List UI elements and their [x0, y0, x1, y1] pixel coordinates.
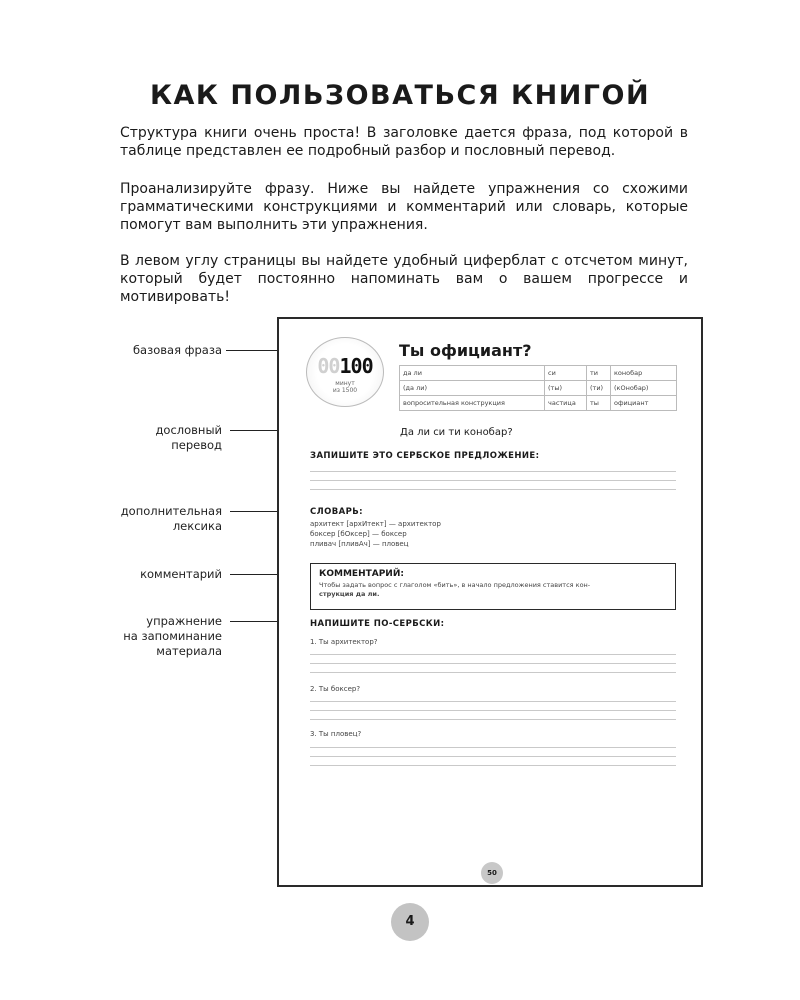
sample-page: [277, 317, 703, 887]
exercise-item: 3. Ты пловец?: [310, 730, 362, 738]
callout-literal-line-2: перевод: [171, 438, 222, 452]
callout-exercise-line-2: на запоминание: [123, 629, 222, 643]
page-title: КАК ПОЛЬЗОВАТЬСЯ КНИГОЙ: [149, 80, 651, 111]
callout-literal-line-1: дословный: [155, 423, 222, 437]
table-cell: (ты): [545, 381, 587, 396]
vocab-item: боксер [бОксер] — боксер: [310, 530, 407, 538]
exercise-lines: [310, 701, 676, 728]
callout-vocab-line-1: дополнительная: [120, 504, 222, 518]
vocab-list: [310, 519, 441, 549]
table-cell: конобар: [611, 366, 677, 381]
exercise-item: 2. Ты боксер?: [310, 685, 361, 693]
table-cell: ти: [587, 366, 611, 381]
callout-vocabulary: [121, 504, 222, 534]
table-row: [400, 381, 677, 396]
sample-phrase-title: Ты официант?: [399, 341, 532, 360]
comment-text: [319, 581, 667, 599]
table-cell: частица: [545, 396, 587, 411]
table-cell: да ли: [400, 366, 545, 381]
intro-paragraph-3: В левом углу страницы вы найдете удобный циферблат с отсчетом минут, который будет постоянно напоминать вам о вашем прогрессе и мотивировать!: [120, 253, 688, 305]
table-cell: (кОнобар): [611, 381, 677, 396]
callout-comment: комментарий: [140, 567, 222, 581]
vocab-item: архитект [архИтект] — архитектор: [310, 520, 441, 528]
comment-box: [310, 563, 676, 610]
minute-dial: [306, 337, 384, 407]
sample-transliteration: Да ли си ти конобар?: [400, 427, 513, 438]
table-cell: (да ли): [400, 381, 545, 396]
table-cell: си: [545, 366, 587, 381]
exercise-lines: [310, 654, 676, 681]
table-row: [400, 366, 677, 381]
dial-caption-line-2: из 1500: [332, 387, 358, 394]
table-cell: вопросительная конструкция: [400, 396, 545, 411]
callout-literal-translation: [155, 423, 222, 453]
comment-heading: КОММЕНТАРИЙ:: [319, 569, 404, 579]
vocab-heading: СЛОВАРЬ:: [310, 507, 363, 517]
exercise-heading: НАПИШИТЕ ПО-СЕРБСКИ:: [310, 619, 445, 629]
table-cell: официант: [611, 396, 677, 411]
callout-exercise-line-3: материала: [156, 644, 222, 658]
write-lines: [310, 471, 676, 498]
vocab-item: пливач [пливАч] — пловец: [310, 540, 409, 548]
dial-caption: [307, 380, 383, 394]
dial-caption-line-1: минут: [335, 380, 355, 387]
table-cell: ты: [587, 396, 611, 411]
comment-text-line-2: струкция да ли.: [319, 590, 380, 598]
callout-exercise-line-1: упражнение: [146, 614, 222, 628]
callout-exercise: [123, 614, 222, 659]
sample-page-number: 50: [481, 862, 503, 884]
intro-paragraph-2: Проанализируйте фразу. Ниже вы найдете упражнения со схожими грамматическими конструкциями и комментарий или словарь, которые помогут вам выполнить эти упражнения.: [120, 181, 688, 233]
comment-text-line-1: Чтобы задать вопрос с глаголом «бить», в начало предложения ставится кон-: [319, 581, 591, 589]
write-heading: ЗАПИШИТЕ ЭТО СЕРБСКОЕ ПРЕДЛОЖЕНИЕ:: [310, 451, 540, 461]
table-cell: (ти): [587, 381, 611, 396]
intro-paragraph-1: Структура книги очень проста! В заголовке дается фраза, под которой в таблице представлен ее подробный разбор и пословный перевод.: [120, 125, 688, 159]
exercise-lines: [310, 747, 676, 774]
callout-base-phrase: базовая фраза: [132, 343, 222, 357]
dial-dim-digits: 00: [317, 354, 340, 378]
exercise-item: 1. Ты архитектор?: [310, 638, 378, 646]
dial-counter: [307, 354, 383, 378]
table-row: [400, 396, 677, 411]
dial-digits: 100: [339, 354, 373, 378]
word-breakdown-table: [399, 365, 677, 411]
callout-vocab-line-2: лексика: [172, 519, 222, 533]
page-number: 4: [391, 903, 429, 941]
